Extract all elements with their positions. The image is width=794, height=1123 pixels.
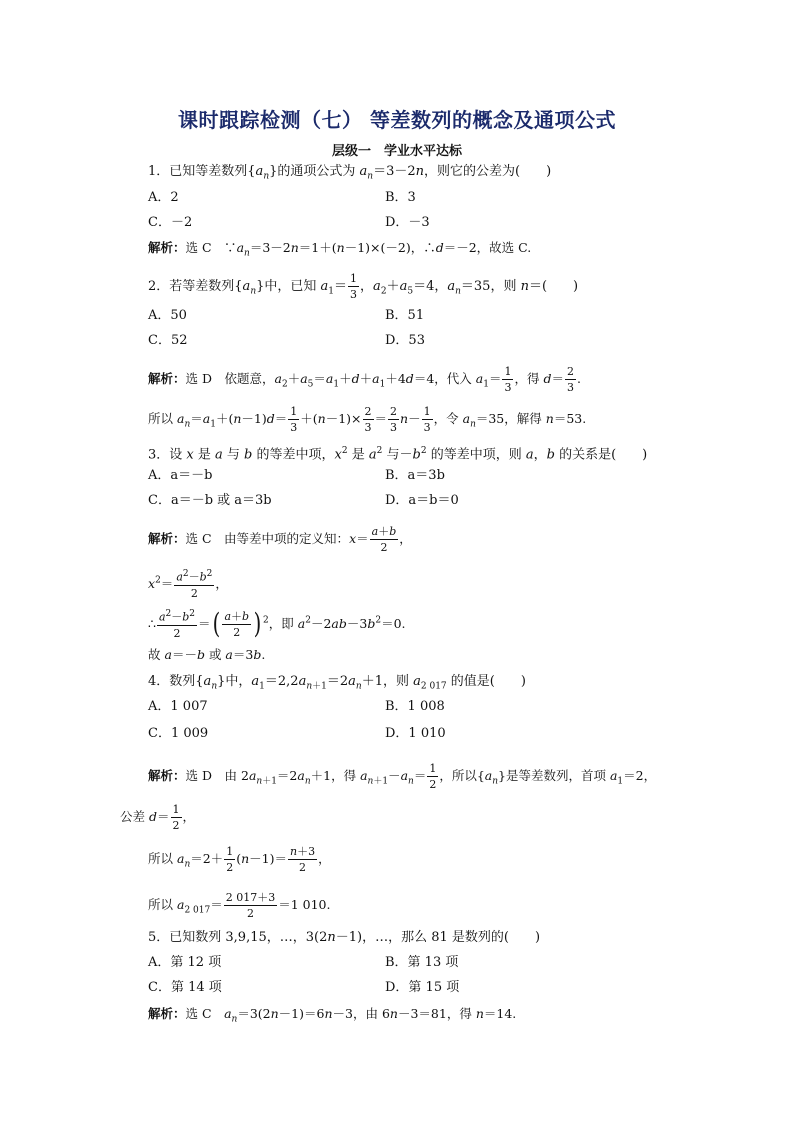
- question-1-choice-d[interactable]: D．－3: [385, 215, 430, 230]
- question-4-solution-line-4: 所以 $a_{2 017}=$ $\frac{2 017+3}{2}$ ＝1 010.: [148, 891, 331, 920]
- question-3-choice-c[interactable]: C．a＝－b 或 a＝3b: [148, 493, 272, 508]
- question-1-choice-c[interactable]: C．－2: [148, 215, 193, 230]
- question-3-stem: 3．设 x 是 a 与 b 的等差中项，$x^2$ 是 $a^2$ 与$-b^2$ 的等差中项，则 a，b 的关系是( ): [148, 446, 648, 463]
- question-3-choice-a[interactable]: A．a＝－b: [148, 468, 213, 483]
- question-5-stem: 5．已知数列 3,9,15，…，3(2n－1)，…，那么 81 是数列的( ): [148, 930, 541, 945]
- question-3-solution-line-4: 故 a＝－b 或 a＝3b.: [148, 647, 266, 662]
- question-2-choice-b[interactable]: B．51: [385, 308, 425, 323]
- question-3-choice-d[interactable]: D．a＝b＝0: [385, 493, 459, 508]
- question-5-choice-a[interactable]: A．第 12 项: [148, 955, 222, 970]
- question-3-solution-line-1: 解析：选 C 由等差中项的定义知：x＝ $\frac{a+b}{2}$ ，: [148, 525, 412, 554]
- question-5-choice-b[interactable]: B．第 13 项: [385, 955, 459, 970]
- section-subtitle: 层级一 学业水平达标: [331, 144, 462, 159]
- question-5-solution: 解析：选 C $a_n=3(2n-1)=6n-3$，由 6n－3＝81，得 n＝14.: [148, 1006, 517, 1025]
- question-2-choice-c[interactable]: C．52: [148, 333, 188, 348]
- question-2-solution-line-2: 所以 $a_n=a_1+(n-1)d=$ $\frac{1}{3}$ ＋(n－1)× $\frac{2}{3}$ ＝ $\frac{2}{3}$ n－ $\frac{1}{3}$ ，令 $a_n=35$，解得 n＝53.: [148, 405, 587, 434]
- page-title: 课时跟踪检测（七） 等差数列的概念及通项公式: [178, 108, 616, 132]
- question-4-choice-d[interactable]: D．1 010: [385, 726, 446, 741]
- question-2-choice-a[interactable]: A．50: [148, 308, 187, 323]
- question-3-choice-b[interactable]: B．a＝3b: [385, 468, 445, 483]
- question-4-solution-line-1: 解析：选 D 由 $2a_{n+1}=2a_n+1$，得 $a_{n+1}-a_n=$ $\frac{1}{2}$ ，所以$\{a_n\}$是等差数列，首项 $a_1=2$，: [148, 762, 657, 791]
- question-1-stem: 1．已知等差数列$\{a_n\}$的通项公式为 $a_n=3-2n$，则它的公差为( ): [148, 164, 552, 182]
- question-4-choice-c[interactable]: C．1 009: [148, 726, 209, 741]
- question-1-choice-b[interactable]: B．3: [385, 190, 416, 205]
- question-3-solution-line-2: $x^2=$ $\frac{a^2-b^2}{2}$ ，: [148, 569, 228, 600]
- question-4-solution-line-2: 公差 d＝ $\frac{1}{2}$ ，: [120, 803, 196, 832]
- question-2-stem: 2．若等差数列$\{a_n\}$中，已知 $a_1=$ $\frac{1}{3}$ ，$a_2+a_5=4$，$a_n=35$，则 n＝( ): [148, 272, 579, 301]
- question-2-solution-line-1: 解析：选 D 依题意，$a_2+a_5=a_1+d+a_1+4d=4$，代入 $a_1=$ $\frac{1}{3}$ ，得 d＝ $\frac{2}{3}$ .: [148, 365, 581, 394]
- question-2-choice-d[interactable]: D．53: [385, 333, 425, 348]
- question-3-solution-line-3: ∴ $\frac{a^2-b^2}{2}$ ＝( $\frac{a+b}{2}$ ) $^2$，即 $a^2-2ab-3b^2=0$.: [148, 607, 406, 641]
- question-4-stem: 4．数列$\{a_n\}$中，$a_1=2,2a_{n+1}=2a_n+1$，则 $a_{2 017}$ 的值是( ): [148, 674, 526, 692]
- question-1-choice-a[interactable]: A．2: [148, 190, 179, 205]
- question-5-choice-d[interactable]: D．第 15 项: [385, 980, 460, 995]
- question-5-choice-c[interactable]: C．第 14 项: [148, 980, 222, 995]
- question-1-solution: 解析：选 C $\because a_n=3-2n=1+(n-1)\times(-2)$，∴d＝－2，故选 C.: [148, 240, 532, 259]
- question-4-choice-b[interactable]: B．1 008: [385, 699, 445, 714]
- question-4-choice-a[interactable]: A．1 007: [148, 699, 208, 714]
- question-4-solution-line-3: 所以 $a_n=2+$ $\frac{1}{2}$ (n－1)＝ $\frac{n+3}{2}$ ，: [148, 845, 331, 874]
